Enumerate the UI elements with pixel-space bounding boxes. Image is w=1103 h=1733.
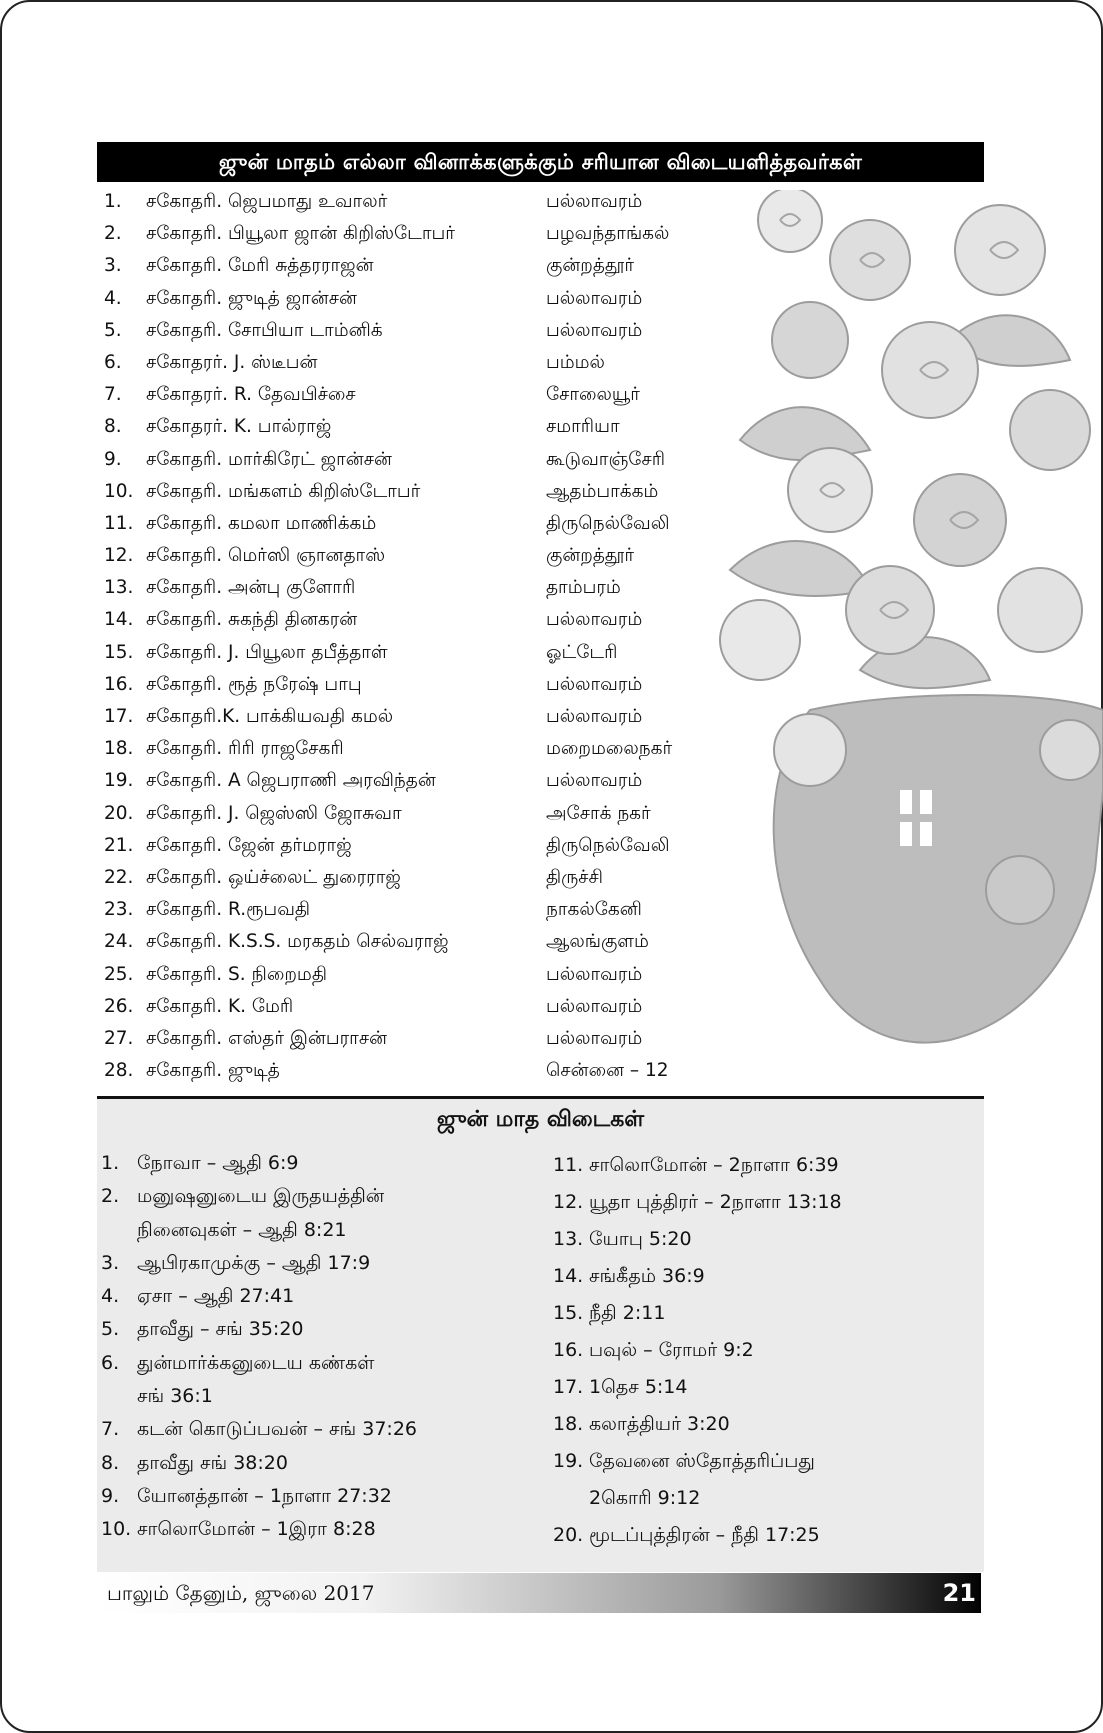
winner-place: சென்னை – 12 bbox=[546, 1060, 669, 1082]
answers-title: ஜுன் மாத விடைகள் bbox=[436, 1107, 645, 1132]
winner-number: 20. bbox=[104, 802, 134, 824]
winner-place: பழவந்தாங்கல் bbox=[546, 223, 670, 245]
winner-place: பல்லாவரம் bbox=[546, 706, 643, 727]
winner-place: தாம்பரம் bbox=[546, 577, 621, 599]
answer-number: 8. bbox=[101, 1451, 120, 1474]
answer-number: 10. bbox=[101, 1518, 132, 1541]
answer-item bbox=[553, 1221, 973, 1258]
answer-item bbox=[101, 1347, 541, 1414]
winner-row bbox=[104, 991, 744, 1023]
answer-item bbox=[101, 1413, 541, 1446]
answer-text: ஏசா – ஆதி 27:41 bbox=[137, 1285, 295, 1308]
answer-text: பவுல் – ரோமர் 9:2 bbox=[589, 1339, 754, 1361]
answer-number: 17. bbox=[553, 1376, 584, 1398]
winners-header: ஜுன் மாதம் எல்லா வினாக்களுக்கும் சரியான விடையளித்தவர்கள் bbox=[97, 142, 984, 182]
winner-name: சகோதரர். R. தேவபிச்சை bbox=[146, 384, 356, 406]
winner-name: சகோதரி. ரிரி ராஜசேகரி bbox=[146, 738, 344, 760]
winner-place: பல்லாவரம் bbox=[546, 1027, 643, 1049]
winner-row bbox=[104, 572, 744, 604]
winner-number: 10. bbox=[104, 480, 134, 502]
winners-list bbox=[104, 186, 744, 1087]
winner-place: ஆலங்குளம் bbox=[546, 931, 649, 953]
winner-place: பல்லாவரம் bbox=[546, 995, 643, 1017]
winner-name: சகோதரி. அன்பு குளோரி bbox=[146, 577, 356, 599]
answer-number: 5. bbox=[101, 1318, 120, 1341]
winner-place: பல்லாவரம் bbox=[546, 963, 643, 985]
answer-number: 4. bbox=[101, 1285, 120, 1308]
winner-row bbox=[104, 1055, 744, 1087]
winner-number: 2. bbox=[104, 223, 122, 245]
winner-place: திருநெல்வேலி bbox=[546, 834, 670, 856]
winner-place: மறைமலைநகர் bbox=[546, 738, 673, 760]
winner-number: 14. bbox=[104, 609, 134, 631]
winner-place: குன்றத்தூர் bbox=[546, 255, 635, 277]
winner-row bbox=[104, 926, 744, 958]
answer-item bbox=[553, 1406, 973, 1443]
winner-place: ஓட்டேரி bbox=[546, 641, 618, 663]
winner-number: 7. bbox=[104, 384, 122, 406]
winner-row bbox=[104, 508, 744, 540]
answer-item bbox=[101, 1180, 541, 1247]
winner-number: 27. bbox=[104, 1027, 134, 1049]
winner-number: 3. bbox=[104, 255, 122, 277]
answer-item bbox=[553, 1517, 973, 1554]
winner-name: சகோதரி. எஸ்தர் இன்பராசன் bbox=[146, 1027, 388, 1049]
answer-number: 9. bbox=[101, 1484, 120, 1507]
answer-text: சாலொமோன் – 2நாளா 6:39 bbox=[589, 1154, 839, 1176]
winner-name: சகோதரி. ஜெபமாது உவாலர் bbox=[146, 191, 388, 212]
winner-number: 26. bbox=[104, 995, 134, 1017]
answer-text: மூடப்புத்திரன் – நீதி 17:25 bbox=[589, 1524, 820, 1546]
answer-item bbox=[553, 1295, 973, 1332]
winner-place: பல்லாவரம் bbox=[546, 609, 643, 631]
winner-name: சகோதரி. R.ரூபவதி bbox=[146, 899, 311, 921]
winner-name: சகோதரி.K. பாக்கியவதி கமல் bbox=[146, 706, 394, 727]
answer-text: நீதி 2:11 bbox=[589, 1302, 666, 1324]
winner-name: சகோதரி. K. மேரி bbox=[146, 995, 294, 1017]
winner-place: சமாரியா bbox=[546, 416, 620, 438]
winner-name: சகோதரி. சோபியா டாம்னிக் bbox=[146, 319, 383, 341]
winner-row bbox=[104, 862, 744, 894]
winner-row bbox=[104, 540, 744, 572]
answers-left-column bbox=[101, 1147, 541, 1547]
answer-text: 1தெச 5:14 bbox=[589, 1376, 688, 1398]
winner-number: 21. bbox=[104, 834, 134, 856]
winner-row bbox=[104, 411, 744, 443]
answer-item bbox=[101, 1313, 541, 1346]
winner-number: 12. bbox=[104, 545, 134, 567]
winner-row bbox=[104, 347, 744, 379]
answer-item bbox=[553, 1332, 973, 1369]
answer-text: யோனத்தான் – 1நாளா 27:32 bbox=[137, 1484, 392, 1507]
winner-row bbox=[104, 798, 744, 830]
winner-name: சகோதரி. பியூலா ஜான் கிறிஸ்டோபர் bbox=[146, 223, 455, 245]
answer-text: துன்மார்க்கனுடைய கண்கள் bbox=[137, 1351, 375, 1374]
answer-text: மனுஷனுடைய இருதயத்தின் bbox=[137, 1185, 385, 1208]
answer-text: தாவீது சங் 38:20 bbox=[137, 1451, 288, 1474]
winner-place: ஆதம்பாக்கம் bbox=[546, 480, 659, 502]
winner-row bbox=[104, 476, 744, 508]
winner-name: சகோதரி. ஜுடித் bbox=[146, 1060, 280, 1082]
winner-number: 28. bbox=[104, 1060, 134, 1082]
winner-number: 24. bbox=[104, 931, 134, 953]
winner-name: சகோதரி. A ஜெபராணி அரவிந்தன் bbox=[146, 770, 436, 792]
winner-row bbox=[104, 379, 744, 411]
winner-row bbox=[104, 1023, 744, 1055]
answer-text-continued: நினைவுகள் – ஆதி 8:21 bbox=[137, 1218, 347, 1241]
winner-name: சகோதரி. கமலா மாணிக்கம் bbox=[146, 512, 377, 534]
winner-name: சகோதரர். J. ஸ்டீபன் bbox=[146, 351, 318, 373]
winner-name: சகோதரி. ஜேன் தர்மராஜ் bbox=[146, 834, 352, 856]
winner-place: பல்லாவரம் bbox=[546, 319, 643, 341]
answer-item bbox=[101, 1447, 541, 1480]
answer-text: சங்கீதம் 36:9 bbox=[589, 1265, 705, 1287]
winner-name: சகோதரி. S. நிறைமதி bbox=[146, 963, 327, 985]
answer-item bbox=[101, 1247, 541, 1280]
answer-number: 16. bbox=[553, 1339, 584, 1361]
answer-number: 15. bbox=[553, 1302, 584, 1324]
footer-bar bbox=[97, 1573, 984, 1613]
winner-name: சகோதரி. J. ஜெஸ்ஸி ஜோசுவா bbox=[146, 802, 402, 824]
answer-number: 7. bbox=[101, 1418, 120, 1441]
answer-number: 2. bbox=[101, 1185, 120, 1208]
winner-name: சகோதரி. மெர்ஸி ஞானதாஸ் bbox=[146, 545, 386, 567]
winner-name: சகோதரி. ஜுடித் ஜான்சன் bbox=[146, 287, 357, 309]
winner-number: 9. bbox=[104, 448, 122, 470]
winner-number: 19. bbox=[104, 770, 134, 792]
answer-item bbox=[553, 1258, 973, 1295]
answer-item bbox=[101, 1513, 541, 1546]
winner-place: பல்லாவரம் bbox=[546, 673, 643, 695]
winner-number: 1. bbox=[104, 191, 122, 212]
answer-number: 6. bbox=[101, 1351, 120, 1374]
answer-text-continued: சங் 36:1 bbox=[137, 1385, 213, 1408]
winner-place: குன்றத்தூர் bbox=[546, 545, 635, 567]
winner-name: சகோதரி. மார்கிரேட் ஜான்சன் bbox=[146, 448, 392, 470]
answer-text: கலாத்தியர் 3:20 bbox=[589, 1413, 730, 1435]
answer-number: 18. bbox=[553, 1413, 584, 1435]
winner-row bbox=[104, 637, 744, 669]
answers-box bbox=[97, 1096, 984, 1572]
answers-right-column bbox=[553, 1147, 973, 1554]
winner-row bbox=[104, 701, 744, 733]
answer-number: 19. bbox=[553, 1450, 584, 1472]
winner-row bbox=[104, 315, 744, 347]
footer-divider bbox=[981, 1573, 984, 1613]
winner-place: அசோக் நகர் bbox=[546, 802, 651, 824]
winner-name: சகோதரி. மேரி சுத்தரராஜன் bbox=[146, 255, 374, 277]
winner-row bbox=[104, 250, 744, 282]
answer-text: ஆபிரகாமுக்கு – ஆதி 17:9 bbox=[137, 1251, 371, 1274]
answer-item bbox=[101, 1147, 541, 1180]
winner-row bbox=[104, 444, 744, 476]
winner-row bbox=[104, 186, 744, 218]
winner-place: திருநெல்வேலி bbox=[546, 512, 670, 534]
winner-place: பல்லாவரம் bbox=[546, 287, 643, 309]
winner-number: 13. bbox=[104, 577, 134, 599]
winner-number: 23. bbox=[104, 899, 134, 921]
winner-name: சகோதரி. ரூத் நரேஷ் பாபு bbox=[146, 673, 362, 695]
winner-name: சகோதரி. K.S.S. மரகதம் செல்வராஜ் bbox=[146, 931, 449, 953]
winner-number: 4. bbox=[104, 287, 122, 309]
winner-row bbox=[104, 218, 744, 250]
winner-row bbox=[104, 959, 744, 991]
answer-text-continued: 2கொரி 9:12 bbox=[589, 1487, 701, 1509]
winner-row bbox=[104, 283, 744, 315]
answer-number: 14. bbox=[553, 1265, 584, 1287]
winner-place: கூடுவாஞ்சேரி bbox=[546, 448, 666, 470]
winner-row bbox=[104, 830, 744, 862]
answer-text: யூதா புத்திரர் – 2நாளா 13:18 bbox=[589, 1191, 842, 1213]
answer-item bbox=[553, 1184, 973, 1221]
answer-text: நோவா – ஆதி 6:9 bbox=[137, 1152, 299, 1174]
winner-place: பல்லாவரம் bbox=[546, 770, 643, 792]
answer-text: கடன் கொடுப்பவன் – சங் 37:26 bbox=[137, 1418, 417, 1441]
winner-place: பம்மல் bbox=[546, 351, 605, 373]
answer-number: 20. bbox=[553, 1524, 584, 1546]
answer-number: 11. bbox=[553, 1154, 584, 1176]
winner-place: நாகல்கேனி bbox=[546, 899, 642, 921]
winner-row bbox=[104, 669, 744, 701]
answer-item bbox=[553, 1369, 973, 1406]
answer-number: 13. bbox=[553, 1228, 584, 1250]
winner-name: சகோதரர். K. பால்ராஜ் bbox=[146, 416, 332, 438]
answer-item bbox=[553, 1147, 973, 1184]
answer-number: 1. bbox=[101, 1152, 120, 1174]
answer-text: சாலொமோன் – 1இரா 8:28 bbox=[137, 1518, 376, 1541]
answer-item bbox=[553, 1443, 973, 1517]
flower-vase-illustration bbox=[700, 190, 1103, 1070]
winner-number: 17. bbox=[104, 706, 134, 727]
winner-name: சகோதரி. J. பியூலா தபீத்தாள் bbox=[146, 641, 388, 663]
page-number: 21 bbox=[942, 1579, 976, 1607]
winner-place: திருச்சி bbox=[546, 866, 604, 888]
winner-number: 25. bbox=[104, 963, 134, 985]
winner-number: 8. bbox=[104, 416, 122, 438]
winner-number: 22. bbox=[104, 866, 134, 888]
winner-row bbox=[104, 765, 744, 797]
winner-number: 15. bbox=[104, 641, 134, 663]
winner-name: சகோதரி. சுகந்தி தினகரன் bbox=[146, 609, 358, 631]
winner-place: சோலையூர் bbox=[546, 384, 640, 406]
winner-name: சகோதரி. ஒய்ச்லைட் துரைராஜ் bbox=[146, 866, 401, 888]
winner-row bbox=[104, 894, 744, 926]
answer-number: 3. bbox=[101, 1251, 120, 1274]
winner-number: 18. bbox=[104, 738, 134, 760]
winner-number: 6. bbox=[104, 351, 122, 373]
winner-number: 11. bbox=[104, 512, 134, 534]
winner-row bbox=[104, 733, 744, 765]
answer-item bbox=[101, 1480, 541, 1513]
winner-number: 5. bbox=[104, 319, 122, 341]
answer-text: யோபு 5:20 bbox=[589, 1228, 692, 1250]
answer-number: 12. bbox=[553, 1191, 584, 1213]
answer-text: தாவீது – சங் 35:20 bbox=[137, 1318, 304, 1341]
answer-text: தேவனை ஸ்தோத்தரிப்பது bbox=[589, 1450, 815, 1472]
winner-place: பல்லாவரம் bbox=[546, 191, 643, 212]
footer-magazine-title: பாலும் தேனும், ஜுலை 2017 bbox=[107, 1581, 375, 1605]
winner-number: 16. bbox=[104, 673, 134, 695]
answer-item bbox=[101, 1280, 541, 1313]
winner-name: சகோதரி. மங்களம் கிறிஸ்டோபர் bbox=[146, 480, 421, 502]
winner-row bbox=[104, 604, 744, 636]
